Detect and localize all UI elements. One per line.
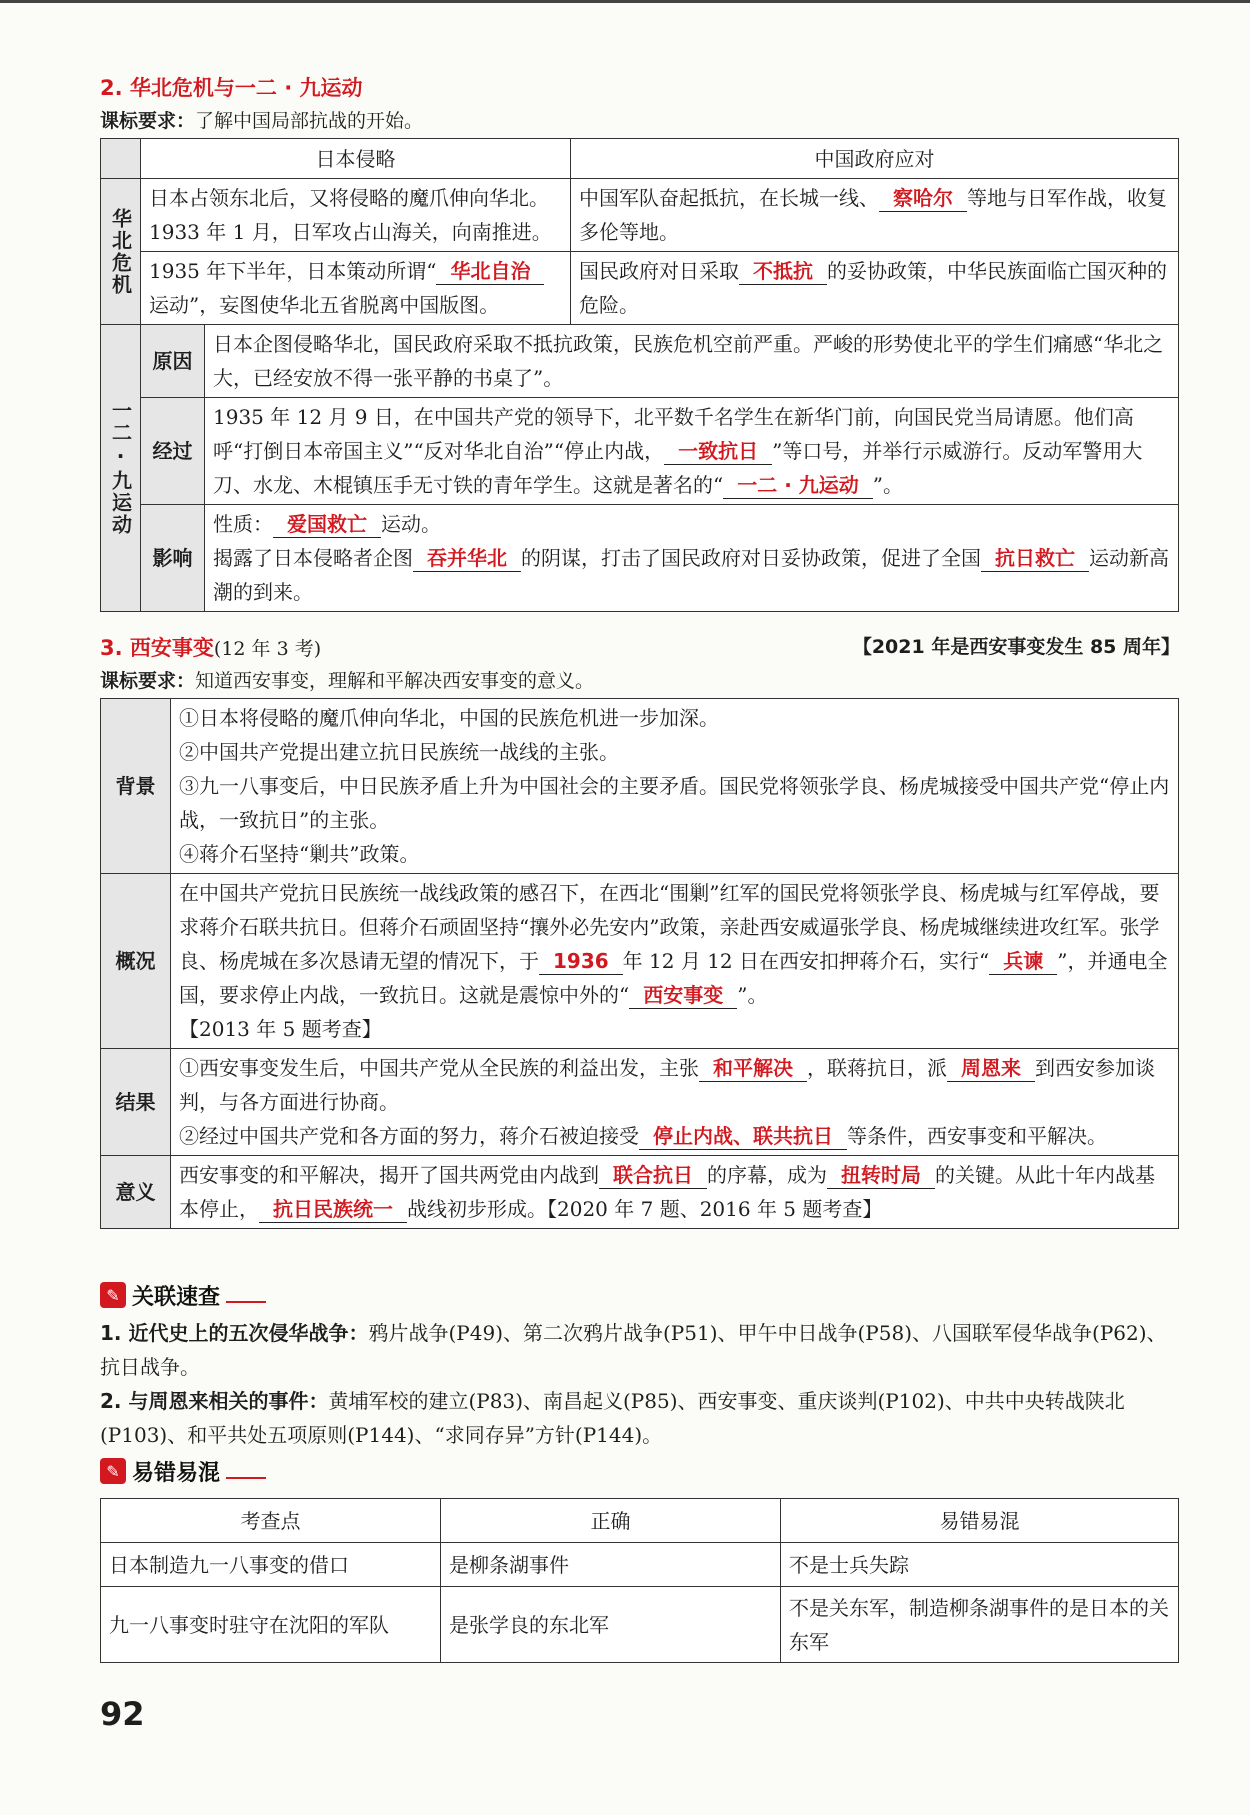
col-china-response: 中国政府应对 <box>571 139 1179 179</box>
text: 揭露了日本侵略者企图 <box>213 546 413 570</box>
header-correct: 正确 <box>441 1499 781 1543</box>
related-heading <box>100 1280 266 1310</box>
item-label: 2. 与周恩来相关的事件： <box>100 1389 329 1413</box>
text: 中国军队奋起抵抗，在长城一线、 <box>579 186 879 210</box>
table-cell: 不是士兵失踪 <box>781 1543 1179 1587</box>
text: 的阴谋，打击了国民政府对日妥协政策，促进了全国 <box>521 546 981 570</box>
answer-1936: 1936 <box>539 948 623 975</box>
item-label: 1. 近代史上的五次侵华战争： <box>100 1321 369 1345</box>
overview-label: 概况 <box>101 874 171 1049</box>
heading-underline <box>226 1463 266 1479</box>
pencil-icon: ✎ <box>100 1282 126 1308</box>
answer-non-resistance: 不抵抗 <box>739 258 827 285</box>
item-text: 鸦片战争(P49)、第二次鸦片战争(P51)、甲午中日战争(P58)、八国联军侵华战争(P62)、抗日战争。 <box>100 1321 1167 1379</box>
r1-china <box>571 179 1179 252</box>
result-item <box>179 1051 1170 1119</box>
cause-label: 原因 <box>141 325 205 398</box>
text: 的妥协政策，中华民族面临亡国灭种的危险。 <box>579 259 1167 317</box>
text: 性质： <box>213 512 273 536</box>
page-number: 92 <box>100 1695 145 1733</box>
title-sub: (12 年 3 考) <box>213 638 322 660</box>
r2-japan <box>141 252 571 325</box>
crisis-label: 华北危机 <box>101 179 141 325</box>
impact-label: 影响 <box>141 505 205 612</box>
text: 运动”，妄图使华北五省脱离中国版图。 <box>149 293 500 317</box>
process-label: 经过 <box>141 398 205 505</box>
section2-title: 2. 华北危机与一二 · 九运动 <box>100 76 363 100</box>
req-text: 了解中国局部抗战的开始。 <box>195 110 424 132</box>
text: 的关键。从此十年内战基本停止， <box>179 1163 1155 1221</box>
bg-item: ③九一八事变后，中日民族矛盾上升为中国社会的主要矛盾。国民党将领张学良、杨虎城接受中国共产党“停止内战，一致抗日”的主张。 <box>179 774 1170 832</box>
xian-incident-table <box>100 698 1179 1229</box>
bg-item: ②中国共产党提出建立抗日民族统一战线的主张。 <box>179 740 619 764</box>
result-text <box>171 1049 1179 1156</box>
header-checkpoint: 考查点 <box>101 1499 441 1543</box>
table-cell: 不是关东军，制造柳条湖事件的是日本的关东军 <box>781 1587 1179 1663</box>
answer-anti-japanese-salvation: 抗日救亡 <box>981 545 1089 572</box>
related-item-2 <box>100 1384 1180 1452</box>
text: ”。 <box>872 473 903 497</box>
r2-china <box>571 252 1179 325</box>
text: ，联蒋抗日，派 <box>807 1056 947 1080</box>
answer-annex-north: 吞并华北 <box>413 545 521 572</box>
text: 战线初步形成。【2020 年 7 题、2016 年 5 题考查】 <box>407 1197 883 1221</box>
background-label: 背景 <box>101 699 171 874</box>
text: ”，并通电全国，要求停止内战，一致抗日。这就是震惊中外的“ <box>179 949 1168 1007</box>
text: 到西安参加谈判，与各方面进行协商。 <box>179 1056 1155 1114</box>
heading-underline <box>226 1287 266 1303</box>
text: 国民政府对日采取 <box>579 259 739 283</box>
answer-xian-incident: 西安事变 <box>629 982 737 1009</box>
text: 1935 年下半年，日本策动所谓“ <box>149 259 437 283</box>
answer-chahar: 察哈尔 <box>879 185 967 212</box>
text: ①西安事变发生后，中国共产党从全民族的利益出发，主张 <box>179 1056 699 1080</box>
text: 运动。 <box>381 512 441 536</box>
heading-text: 易错易混 <box>132 1460 221 1486</box>
header-mistake: 易错易混 <box>781 1499 1179 1543</box>
mistakes-heading <box>100 1456 266 1486</box>
text: 1935 年 12 月 9 日，在中国共产党的领导下，北平数千名学生在新华门前，向国民党当局请愿。他们高呼“打倒日本帝国主义”“反对华北自治”“停止内战， <box>213 405 1134 463</box>
process-text <box>205 398 1179 505</box>
pencil-icon: ✎ <box>100 1458 126 1484</box>
top-rule <box>0 0 1250 3</box>
answer-united-resistance2: 联合抗日 <box>599 1162 707 1189</box>
corner-cell <box>101 139 141 179</box>
background-text <box>171 699 1179 874</box>
section3-requirement <box>100 666 594 693</box>
table-cell: 日本制造九一八事变的借口 <box>101 1543 441 1587</box>
req-text: 知道西安事变，理解和平解决西安事变的意义。 <box>195 670 595 692</box>
north-china-table <box>100 138 1179 612</box>
text: 西安事变的和平解决，揭开了国共两党由内战到 <box>179 1163 599 1187</box>
section2-requirement <box>100 106 423 133</box>
answer-dec9-movement: 一二 · 九运动 <box>723 472 873 499</box>
significance-label: 意义 <box>101 1156 171 1229</box>
answer-patriotic: 爱国救亡 <box>273 511 381 538</box>
answer-north-autonomy: 华北自治 <box>436 258 544 285</box>
answer-zhou-enlai: 周恩来 <box>947 1055 1035 1082</box>
table-cell: 是柳条湖事件 <box>441 1543 781 1587</box>
bg-item: ④蒋介石坚持“剿共”政策。 <box>179 842 420 866</box>
related-item-1 <box>100 1316 1180 1384</box>
text: 等条件，西安事变和平解决。 <box>847 1124 1107 1148</box>
table-cell: 九一八事变时驻守在沈阳的军队 <box>101 1587 441 1663</box>
exam-ref: 【2013 年 5 题考查】 <box>179 1017 382 1041</box>
anniversary-note: 【2021 年是西安事变发生 85 周年】 <box>852 636 1180 658</box>
text: ”等口号，并举行示威游行。反动军警用大刀、水龙、木棍镇压手无寸铁的青年学生。这就是著名的“ <box>213 439 1143 497</box>
cause-text: 日本企图侵略华北，国民政府采取不抵抗政策，民族危机空前严重。严峻的形势使北平的学生们痛感“华北之大，已经安放不得一张平静的书桌了”。 <box>205 325 1179 398</box>
text: ”。 <box>737 983 768 1007</box>
answer-military-remonstrance: 兵谏 <box>989 948 1057 975</box>
bg-item: ①日本将侵略的魔爪伸向华北，中国的民族危机进一步加深。 <box>179 706 719 730</box>
col-japan-aggression: 日本侵略 <box>141 139 571 179</box>
text: 运动新高潮的到来。 <box>213 546 1169 604</box>
overview-text <box>171 874 1179 1049</box>
text: 在中国共产党抗日民族统一战线政策的感召下，在西北“围剿”红军的国民党将领张学良、杨虎城与红军停战，要求蒋介石联共抗日。但蒋介石顽固坚持“攘外必先安内”政策，亲赴西安威逼张学良、杨虎城继续进攻红军。张学良、杨虎城在多次恳请无望的情况下，于 <box>179 881 1160 973</box>
text: 年 12 月 12 日在西安扣押蒋介石，实行“ <box>622 949 990 973</box>
answer-stop-civil-war: 停止内战、联共抗日 <box>639 1123 847 1150</box>
title-text: 3. 西安事变 <box>100 636 214 660</box>
mistakes-table <box>100 1498 1179 1663</box>
movement-label: 一二·九运动 <box>101 325 141 612</box>
text: ②经过中国共产党和各方面的努力，蒋介石被迫接受 <box>179 1124 639 1148</box>
answer-turning-point: 扭转时局 <box>827 1162 935 1189</box>
answer-united-front: 抗日民族统一 <box>259 1196 407 1223</box>
item-text: 黄埔军校的建立(P83)、南昌起义(P85)、西安事变、重庆谈判(P102)、中共中央转战陕北(P103)、和平共处五项原则(P144)、“求同存异”方针(P144)。 <box>100 1389 1125 1447</box>
result-item <box>179 1119 1170 1153</box>
significance-text <box>171 1156 1179 1229</box>
req-label: 课标要求： <box>100 670 196 692</box>
section3-title <box>100 632 321 662</box>
answer-peaceful-settlement: 和平解决 <box>699 1055 807 1082</box>
answer-united-resistance: 一致抗日 <box>664 438 772 465</box>
heading-text: 关联速查 <box>132 1284 221 1310</box>
result-label: 结果 <box>101 1049 171 1156</box>
req-label: 课标要求： <box>100 110 196 132</box>
text: 等地与日军作战，收复多伦等地。 <box>579 186 1167 244</box>
impact-text <box>205 505 1179 612</box>
text: 的序幕，成为 <box>707 1163 827 1187</box>
r1-japan: 日本占领东北后，又将侵略的魔爪伸向华北。1933 年 1 月，日军攻占山海关，向南推进。 <box>141 179 571 252</box>
table-cell: 是张学良的东北军 <box>441 1587 781 1663</box>
